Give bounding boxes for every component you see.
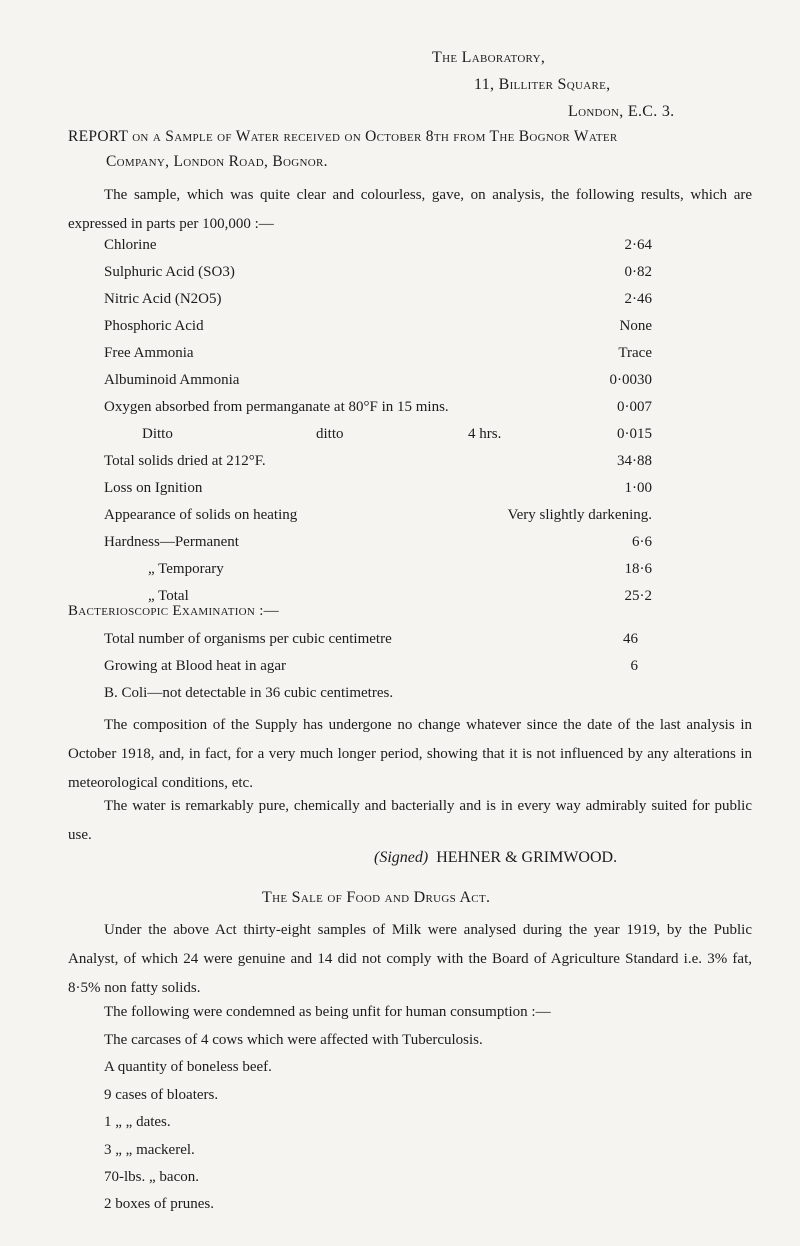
analysis-row [104,479,652,506]
analysis-label-col3: 4 hrs. [468,426,502,442]
letterhead-line-3: London, E.C. 3. [568,103,675,120]
signature-names: HEHNER & GRIMWOOD. [436,849,618,866]
analysis-row [104,533,652,560]
list-item: A quantity of boneless beef. [104,1059,272,1076]
letterhead-line-1: The Laboratory, [432,49,546,66]
analysis-value: Very slightly darkening. [507,507,652,523]
bacteriology-heading: Bacterioscopic Examination :— [68,603,279,619]
analysis-row [104,452,652,479]
analysis-row [104,344,652,371]
analysis-row [104,236,652,263]
bacteriology-label: Total number of organisms per cubic centimetre [104,631,392,647]
analysis-label: „ Temporary [148,561,224,577]
analysis-label: Phosphoric Acid [104,318,204,334]
bacteriology-value: 46 [623,631,638,647]
bacteriology-table [104,630,638,711]
milk-paragraph: Under the above Act thirty-eight samples of Milk were analysed during the year 1919, by the Public Analyst, of which 24 were genuine and 14 did not comply with the Board of Agriculture Standard i.e. 3% fat, 8·5% non fatty solids. [68,922,752,996]
analysis-row [104,425,652,452]
signature-prefix: (Signed) [374,849,429,866]
analysis-value: 18·6 [624,561,652,577]
bacteriology-row [104,630,638,657]
list-item: 3 „ „ mackerel. [104,1141,195,1158]
analysis-label: Chlorine [104,237,157,253]
analysis-label-col2: ditto [316,426,344,442]
analysis-label: Ditto [142,426,173,442]
analysis-value: None [619,318,652,334]
analysis-value: 0·82 [624,264,652,280]
list-item: 70-lbs. „ bacon. [104,1168,199,1185]
analysis-value: 1·00 [624,480,652,496]
analysis-label: Hardness—Permanent [104,534,239,550]
list-item: The carcases of 4 cows which were affected with Tuberculosis. [104,1032,483,1048]
analysis-label: Appearance of solids on heating [104,507,298,523]
analysis-value: 25·2 [624,588,652,604]
analysis-row [104,263,652,290]
section-heading: The Sale of Food and Drugs Act. [262,889,491,906]
letterhead-line-2: 11, Billiter Square, [474,76,611,93]
analysis-value: 6·6 [632,534,652,550]
analysis-label: Free Ammonia [104,345,194,361]
list-item: 2 boxes of prunes. [104,1196,214,1213]
condemned-intro: The following were condemned as being unfit for human consumption :— [104,1004,551,1020]
analysis-label: Albuminoid Ammonia [104,372,240,388]
analysis-row [104,371,652,398]
analysis-row [104,560,652,587]
bacteriology-row [104,657,638,684]
analysis-label: „ Total [148,588,189,604]
analysis-label: Nitric Acid (N2O5) [104,291,222,307]
signature [374,848,617,867]
bacteriology-label: B. Coli—not detectable in 36 cubic centimetres. [104,685,394,701]
list-item: 1 „ „ dates. [104,1114,171,1131]
purity-paragraph: The water is remarkably pure, chemically and bacterially and is in every way admirably suited for public use. [68,798,752,843]
analysis-label: Total solids dried at 212°F. [104,453,266,469]
list-item: 9 cases of bloaters. [104,1086,219,1103]
analysis-row [104,290,652,317]
bacteriology-value: 6 [630,658,638,674]
intro-paragraph: The sample, which was quite clear and colourless, gave, on analysis, the following results, which are expressed in parts per 100,000 :— [68,187,752,232]
condemned-list [104,1031,483,1223]
analysis-label: Sulphuric Acid (SO3) [104,264,235,280]
analysis-row [104,317,652,344]
report-heading-line-1: REPORT on a Sample of Water received on October 8th from The Bognor Water [68,128,618,145]
analysis-value: 2·46 [624,291,652,307]
analysis-value: Trace [618,345,652,361]
analysis-value: 34·88 [617,453,652,469]
analysis-label: Oxygen absorbed from permanganate at 80°F in 15 mins. [104,399,449,415]
report-heading-line-2: Company, London Road, Bognor. [106,153,328,170]
analysis-value: 2·64 [624,237,652,253]
analysis-label: Loss on Ignition [104,480,203,496]
analysis-value: 0·007 [617,399,652,415]
analysis-value: 0·0030 [609,372,652,388]
analysis-table [104,236,652,614]
composition-paragraph: The composition of the Supply has undergone no change whatever since the date of the last analysis in October 1918, and, in fact, for a very much longer period, showing that it is not influenced by any alterations in meteorological conditions, etc. [68,717,752,791]
bacteriology-row [104,684,638,711]
analysis-value: 0·015 [617,426,652,442]
analysis-row [104,506,652,533]
bacteriology-label: Growing at Blood heat in agar [104,658,287,674]
analysis-row [104,398,652,425]
